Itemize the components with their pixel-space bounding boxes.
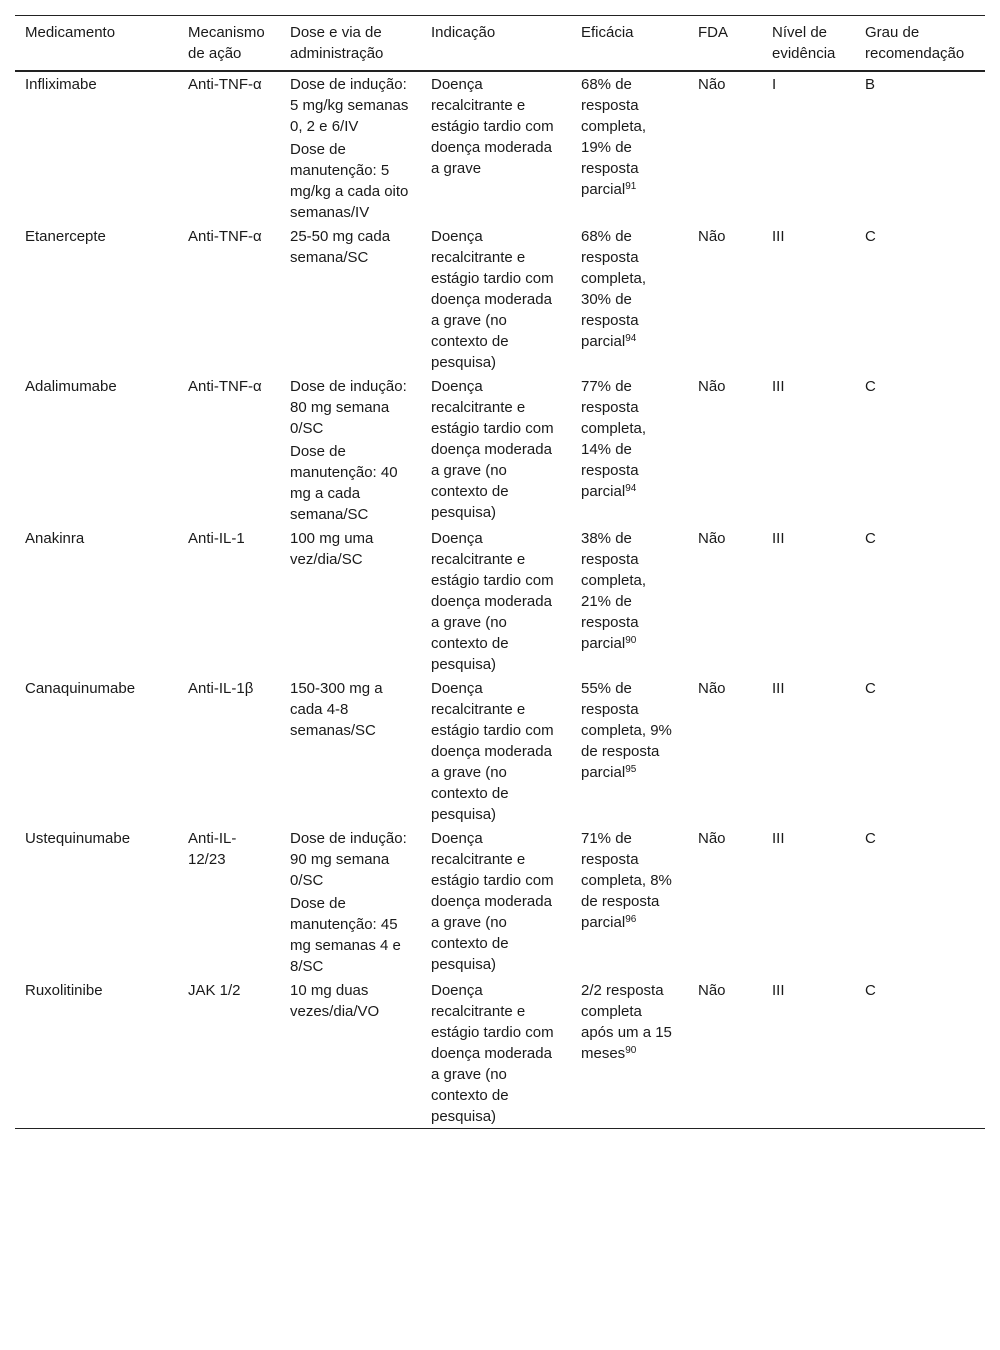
reference-superscript: 96 — [625, 914, 637, 925]
reference-superscript: 94 — [625, 483, 637, 494]
grade-cell: B — [865, 76, 876, 93]
evidence-cell: III — [772, 830, 785, 847]
mechanism-cell: JAK 1/2 — [188, 982, 241, 999]
grade-cell: C — [865, 378, 876, 395]
efficacy-cell — [571, 224, 688, 374]
fda-cell: Não — [698, 378, 726, 395]
mechanism-cell: Anti-TNF-α — [188, 378, 262, 395]
mechanism-cell: Anti-TNF-α — [188, 228, 262, 245]
dose-line: Dose de manutenção: 40 mg a cada semana/SC — [290, 443, 398, 523]
fda-cell: Não — [698, 530, 726, 547]
fda-cell: Não — [698, 680, 726, 697]
efficacy-text: 77% de resposta completa, 14% de resposta parcial — [581, 378, 647, 500]
mechanism-cell: Anti-TNF-α — [188, 76, 262, 93]
dose-line: Dose de indução: 80 mg semana 0/SC — [290, 378, 407, 437]
efficacy-cell — [571, 978, 688, 1129]
mechanism-cell: Anti-IL-12/23 — [188, 830, 237, 868]
table-row — [15, 978, 985, 1129]
dose-line: 100 mg uma vez/dia/SC — [290, 530, 374, 568]
reference-superscript: 94 — [625, 333, 637, 344]
header-eficacia: Eficácia — [581, 24, 634, 41]
dose-line: 10 mg duas vezes/dia/VO — [290, 982, 380, 1020]
table-row — [15, 526, 985, 676]
reference-superscript: 90 — [625, 1045, 637, 1056]
drug-cell: Adalimumabe — [25, 378, 117, 395]
evidence-cell: III — [772, 530, 785, 547]
dose-line: 25-50 mg cada semana/SC — [290, 228, 391, 266]
indication-cell: Doença recalcitrante e estágio tardio com doença moderada a grave (no contexto de pesquisa) — [431, 830, 554, 973]
fda-cell: Não — [698, 830, 726, 847]
dose-line: Dose de indução: 90 mg semana 0/SC — [290, 830, 407, 889]
table-row — [15, 676, 985, 826]
efficacy-text: 38% de resposta completa, 21% de resposta parcial — [581, 530, 647, 652]
evidence-cell: III — [772, 982, 785, 999]
dose-cell — [280, 676, 421, 826]
evidence-cell: III — [772, 378, 785, 395]
dose-line: 150-300 mg a cada 4-8 semanas/SC — [290, 680, 383, 739]
dose-cell — [280, 224, 421, 374]
table-row — [15, 71, 985, 224]
dose-cell — [280, 826, 421, 978]
dose-cell — [280, 374, 421, 526]
dose-line: Dose de manutenção: 5 mg/kg a cada oito semanas/IV — [290, 141, 409, 221]
table-header — [15, 16, 985, 72]
efficacy-cell — [571, 526, 688, 676]
mechanism-cell: Anti-IL-1 — [188, 530, 245, 547]
indication-cell: Doença recalcitrante e estágio tardio com doença moderada a grave (no contexto de pesquisa) — [431, 680, 554, 823]
efficacy-cell — [571, 71, 688, 224]
header-indicacao: Indicação — [431, 24, 496, 41]
fda-cell: Não — [698, 228, 726, 245]
reference-superscript: 95 — [625, 764, 637, 775]
grade-cell: C — [865, 530, 876, 547]
reference-superscript: 91 — [625, 181, 637, 192]
dose-line: Dose de manutenção: 45 mg semanas 4 e 8/SC — [290, 895, 401, 975]
evidence-cell: III — [772, 680, 785, 697]
indication-cell: Doença recalcitrante e estágio tardio com doença moderada a grave — [431, 76, 554, 177]
reference-superscript: 90 — [625, 635, 637, 646]
header-mecanismo: Mecanismo de ação — [188, 24, 265, 62]
header-row — [15, 16, 985, 72]
evidence-cell: III — [772, 228, 785, 245]
drug-cell: Canaquinumabe — [25, 680, 136, 697]
efficacy-text: 55% de resposta completa, 9% de resposta parcial — [581, 680, 672, 781]
efficacy-cell — [571, 374, 688, 526]
drug-table — [15, 15, 985, 1129]
grade-cell: C — [865, 830, 876, 847]
dose-cell — [280, 526, 421, 676]
indication-cell: Doença recalcitrante e estágio tardio com doença moderada a grave (no contexto de pesquisa) — [431, 982, 554, 1125]
header-grau-recomendacao: Grau de recomendação — [865, 24, 965, 62]
header-dose: Dose e via de administração — [290, 24, 384, 62]
header-fda: FDA — [698, 24, 728, 41]
dose-cell — [280, 978, 421, 1129]
mechanism-cell: Anti-IL-1β — [188, 680, 254, 697]
indication-cell: Doença recalcitrante e estágio tardio com doença moderada a grave (no contexto de pesquisa) — [431, 378, 554, 521]
fda-cell: Não — [698, 76, 726, 93]
drug-cell: Ustequinumabe — [25, 830, 131, 847]
table-row — [15, 224, 985, 374]
dose-cell — [280, 71, 421, 224]
dose-line: Dose de indução: 5 mg/kg semanas 0, 2 e 6/IV — [290, 76, 409, 135]
header-medicamento: Medicamento — [25, 24, 116, 41]
drug-cell: Anakinra — [25, 530, 85, 547]
efficacy-cell — [571, 826, 688, 978]
efficacy-text: 71% de resposta completa, 8% de resposta parcial — [581, 830, 672, 931]
drug-cell: Ruxolitinibe — [25, 982, 103, 999]
table-container — [15, 15, 985, 1129]
header-nivel-evidencia: Nível de evidência — [772, 24, 836, 62]
efficacy-cell — [571, 676, 688, 826]
table-row — [15, 374, 985, 526]
table-body — [15, 71, 985, 1129]
indication-cell: Doença recalcitrante e estágio tardio com doença moderada a grave (no contexto de pesquisa) — [431, 228, 554, 371]
table-row — [15, 826, 985, 978]
drug-cell: Infliximabe — [25, 76, 97, 93]
grade-cell: C — [865, 982, 876, 999]
efficacy-text: 2/2 resposta completa após um a 15 meses — [581, 982, 672, 1062]
fda-cell: Não — [698, 982, 726, 999]
evidence-cell: I — [772, 76, 777, 93]
grade-cell: C — [865, 228, 876, 245]
efficacy-text: 68% de resposta completa, 19% de resposta parcial — [581, 76, 647, 198]
grade-cell: C — [865, 680, 876, 697]
indication-cell: Doença recalcitrante e estágio tardio com doença moderada a grave (no contexto de pesquisa) — [431, 530, 554, 673]
efficacy-text: 68% de resposta completa, 30% de resposta parcial — [581, 228, 647, 350]
drug-cell: Etanercepte — [25, 228, 106, 245]
